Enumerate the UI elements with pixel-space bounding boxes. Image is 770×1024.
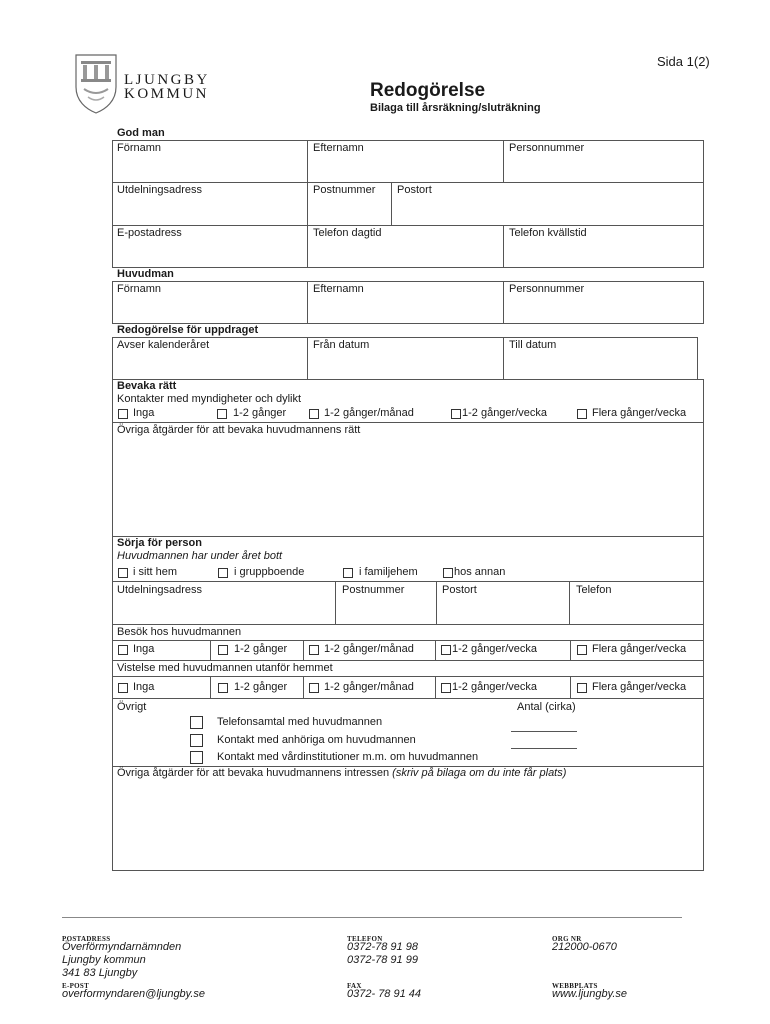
vistelse-checkbox-1-2-manad[interactable]: [309, 683, 319, 693]
footer-fax-heading: FAX: [347, 982, 362, 990]
god-man-postort-field[interactable]: Postort: [397, 184, 432, 196]
bevaka-checkbox-1-2-ganger[interactable]: [217, 409, 227, 419]
till-datum-field[interactable]: Till datum: [509, 339, 557, 351]
vistelse-option-label: Flera gånger/vecka: [592, 681, 687, 693]
besok-checkbox-1-2-ganger[interactable]: [218, 645, 228, 655]
document-subtitle: Bilaga till årsräkning/sluträkning: [370, 102, 541, 114]
besok-checkbox-inga[interactable]: [118, 645, 128, 655]
bevaka-checkbox-flera-vecka[interactable]: [577, 409, 587, 419]
huvudman-table-frame: [112, 281, 704, 324]
besok-option-label: 1-2 gånger: [234, 643, 288, 655]
footer-epost-heading: E-POST: [62, 982, 90, 990]
vistelse-label: Vistelse med huvudmannen utanför hemmet: [117, 662, 333, 674]
footer-epost-link[interactable]: overformyndaren@ljungby.se: [62, 988, 206, 1000]
bevaka-ratt-heading: Bevaka rätt: [117, 380, 177, 392]
logo-line-2: KOMMUN: [124, 86, 210, 102]
footer-telefon-1: 0372-78 91 98: [347, 941, 418, 953]
boende-option-label: hos annan: [454, 566, 506, 578]
ovrigt-checkbox-telefonsamtal[interactable]: [190, 716, 203, 729]
vistelse-checkbox-1-2-ganger[interactable]: [218, 683, 228, 693]
boende-checkbox-sitt-hem[interactable]: [118, 568, 128, 578]
bevaka-option-label: 1-2 gånger: [233, 407, 287, 419]
ovrigt-item-label: Telefonsamtal med huvudmannen: [217, 716, 383, 728]
vistelse-checkbox-1-2-vecka[interactable]: [441, 683, 451, 693]
antal-label: Antal (cirka): [517, 701, 576, 713]
footer-telefon-2: 0372-78 91 99: [347, 954, 418, 966]
footer-postadress-line-2: Ljungby kommun: [62, 954, 146, 966]
bevaka-checkbox-1-2-vecka[interactable]: [451, 409, 461, 419]
antal-input-line-1[interactable]: [511, 731, 577, 732]
god-man-telefon-kvallstid-field[interactable]: Telefon kvällstid: [509, 227, 587, 239]
sorja-telefon-field[interactable]: Telefon: [576, 584, 612, 596]
antal-input-line-2[interactable]: [511, 748, 577, 749]
sorja-postort-field[interactable]: Postort: [442, 584, 477, 596]
intressen-field[interactable]: [117, 767, 566, 780]
god-man-personnummer-field[interactable]: Personnummer: [509, 142, 585, 154]
municipality-logo: [74, 53, 118, 115]
god-man-utdelningsadress-field[interactable]: Utdelningsadress: [117, 184, 202, 196]
sorja-utdelningsadress-field[interactable]: Utdelningsadress: [117, 584, 202, 596]
ovrigt-item-label: Kontakt med vårdinstitutioner m.m. om huvudmannen: [217, 751, 479, 763]
god-man-epost-field[interactable]: E-postadress: [117, 227, 182, 239]
besok-option-label: Inga: [133, 643, 155, 655]
boende-checkbox-familjehem[interactable]: [343, 568, 353, 578]
god-man-efternamn-field[interactable]: Efternamn: [313, 142, 364, 154]
boende-option-label: i gruppboende: [234, 566, 305, 578]
besok-option-label: 1-2 gånger/vecka: [452, 643, 537, 655]
footer-postadress-heading: POSTADRESS: [62, 935, 111, 943]
vistelse-option-label: Inga: [133, 681, 155, 693]
bott-label: Huvudmannen har under året bott: [117, 550, 283, 562]
footer-orgnr: 212000-0670: [552, 941, 617, 953]
boende-option-label: i sitt hem: [133, 566, 178, 578]
huvudman-personnummer-field[interactable]: Personnummer: [509, 283, 585, 295]
vistelse-checkbox-flera-vecka[interactable]: [577, 683, 587, 693]
bevaka-checkbox-inga[interactable]: [118, 409, 128, 419]
god-man-postnummer-field[interactable]: Postnummer: [313, 184, 376, 196]
intressen-note: (skriv på bilaga om du inte får plats): [392, 767, 567, 779]
vistelse-option-label: 1-2 gånger: [234, 681, 288, 693]
footer-postadress-line-1: Överförmyndarnämnden: [62, 941, 182, 953]
vistelse-checkbox-inga[interactable]: [118, 683, 128, 693]
huvudman-efternamn-field[interactable]: Efternamn: [313, 283, 364, 295]
boende-option-label: i familjehem: [359, 566, 418, 578]
besok-checkbox-flera-vecka[interactable]: [577, 645, 587, 655]
kontakter-label: Kontakter med myndigheter och dylikt: [117, 393, 302, 405]
footer-webb-link[interactable]: www.ljungby.se: [552, 988, 627, 1000]
intressen-label: Övriga åtgärder för att bevaka huvudmannens intressen: [117, 767, 393, 779]
vistelse-option-label: 1-2 gånger/månad: [324, 681, 414, 693]
besok-option-label: 1-2 gånger/månad: [324, 643, 414, 655]
footer-orgnr-heading: ORG NR: [552, 935, 582, 943]
fran-datum-field[interactable]: Från datum: [313, 339, 370, 351]
footer-divider: [62, 917, 682, 918]
besok-label: Besök hos huvudmannen: [117, 626, 242, 638]
ovrigt-checkbox-anhoriga[interactable]: [190, 734, 203, 747]
section-uppdrag-heading: Redogörelse för uppdraget: [117, 324, 259, 336]
avser-kalenderaret-field[interactable]: Avser kalenderåret: [117, 339, 210, 351]
coat-of-arms-icon: [74, 53, 118, 115]
sorja-postnummer-field[interactable]: Postnummer: [342, 584, 405, 596]
footer-webb-heading: WEBBPLATS: [552, 982, 598, 990]
ovrigt-label: Övrigt: [117, 701, 147, 713]
section-god-man-heading: God man: [117, 127, 165, 139]
document-title: Redogörelse: [370, 80, 486, 101]
logo-line-1: LJUNGBY: [124, 72, 210, 88]
footer-fax: 0372- 78 91 44: [347, 988, 422, 1000]
besok-checkbox-1-2-manad[interactable]: [309, 645, 319, 655]
page-number: Sida 1(2): [657, 54, 710, 69]
bevaka-option-label: Inga: [133, 407, 155, 419]
bevaka-option-label: Flera gånger/vecka: [592, 407, 687, 419]
footer-telefon-heading: TELEFON: [347, 935, 383, 943]
huvudman-fornamn-field[interactable]: Förnamn: [117, 283, 162, 295]
footer-postadress-line-3: 341 83 Ljungby: [62, 967, 138, 979]
god-man-fornamn-field[interactable]: Förnamn: [117, 142, 162, 154]
besok-checkbox-1-2-vecka[interactable]: [441, 645, 451, 655]
bevaka-ovriga-field[interactable]: Övriga åtgärder för att bevaka huvudmannens rätt: [117, 424, 361, 436]
bevaka-option-label: 1-2 gånger/vecka: [462, 407, 547, 419]
besok-option-label: Flera gånger/vecka: [592, 643, 687, 655]
god-man-table-frame: [112, 140, 704, 268]
boende-checkbox-gruppboende[interactable]: [218, 568, 228, 578]
section-huvudman-heading: Huvudman: [117, 268, 174, 280]
bevaka-checkbox-1-2-manad[interactable]: [309, 409, 319, 419]
boende-checkbox-hos-annan[interactable]: [443, 568, 453, 578]
sorja-for-person-heading: Sörja för person: [117, 537, 202, 549]
bevaka-option-label: 1-2 gånger/månad: [324, 407, 414, 419]
ovrigt-item-label: Kontakt med anhöriga om huvudmannen: [217, 734, 416, 746]
main-report-frame: [112, 379, 704, 871]
vistelse-option-label: 1-2 gånger/vecka: [452, 681, 537, 693]
ovrigt-checkbox-vardinstitutioner[interactable]: [190, 751, 203, 764]
god-man-telefon-dagtid-field[interactable]: Telefon dagtid: [313, 227, 382, 239]
